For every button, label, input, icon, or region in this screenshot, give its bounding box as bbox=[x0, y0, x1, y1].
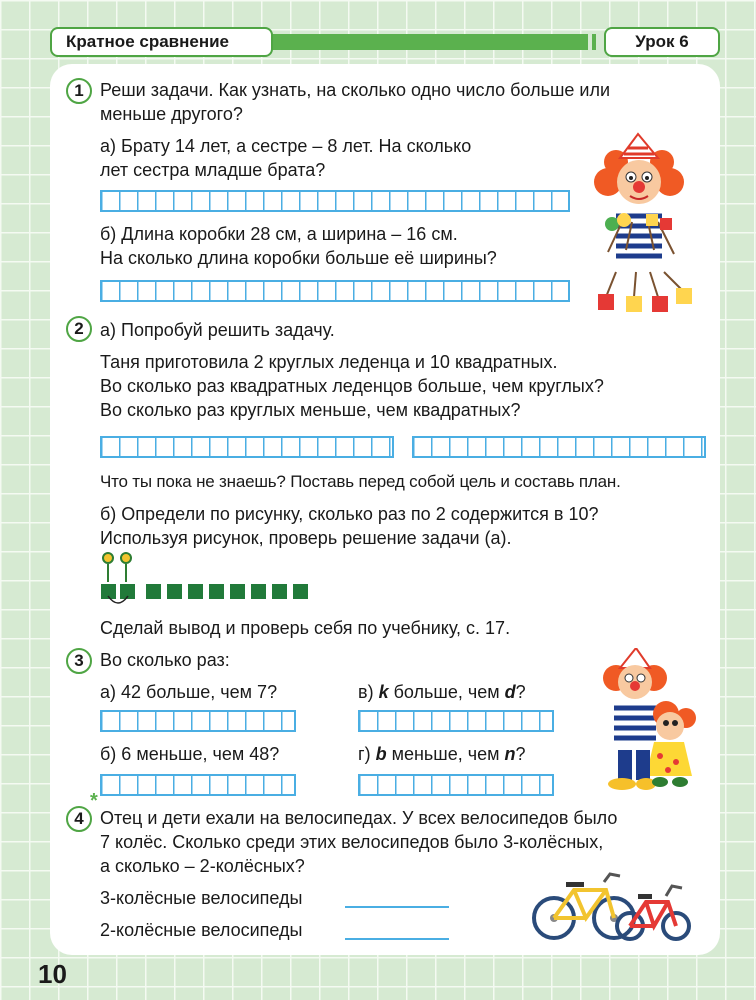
three-wheel-answer-line[interactable] bbox=[345, 906, 449, 908]
task3v-text: в) k больше, чем d? bbox=[358, 682, 526, 702]
task1-number: 1 bbox=[66, 78, 92, 104]
round-lollipop bbox=[120, 552, 132, 582]
header-stripes bbox=[568, 34, 598, 50]
task3b-answer-grid[interactable] bbox=[100, 774, 296, 796]
task2-number: 2 bbox=[66, 316, 92, 342]
task2a-label: а) Попробуй решить задачу. bbox=[100, 320, 335, 340]
bicycles-image bbox=[526, 870, 696, 946]
square-candy bbox=[251, 584, 266, 599]
task1b-line2: На сколько длина коробки больше её ширины? bbox=[100, 248, 497, 268]
task4-line1: Отец и дети ехали на велосипедах. У всех велосипедов было bbox=[100, 808, 618, 828]
task2a-answer-grid-right[interactable] bbox=[412, 436, 706, 458]
clown-with-lollipops-image bbox=[586, 132, 698, 314]
task4-line2: 7 колёс. Сколько среди этих велосипедов было 3-колёсных, bbox=[100, 832, 604, 852]
task4-difficulty-mark: * bbox=[90, 790, 98, 812]
task2-problem-line3: Во сколько раз круглых меньше, чем квадратных? bbox=[100, 400, 521, 420]
clown-children-image bbox=[596, 648, 700, 794]
task4-number: 4 bbox=[66, 806, 92, 832]
square-candy bbox=[188, 584, 203, 599]
grouping-arc bbox=[104, 594, 132, 608]
task3-intro: Во сколько раз: bbox=[100, 650, 230, 670]
square-candy bbox=[209, 584, 224, 599]
task3v-answer-grid[interactable] bbox=[358, 710, 554, 732]
round-lollipop bbox=[102, 552, 114, 582]
lesson-title: Урок 6 bbox=[604, 27, 720, 57]
topic-title: Кратное сравнение bbox=[50, 27, 273, 57]
task2a-answer-grid-left[interactable] bbox=[100, 436, 394, 458]
task1b-line1: б) Длина коробки 28 см, а ширина – 16 см. bbox=[100, 224, 458, 244]
square-candy bbox=[146, 584, 161, 599]
task1b-answer-grid[interactable] bbox=[100, 280, 570, 302]
square-candy bbox=[293, 584, 308, 599]
task3-number: 3 bbox=[66, 648, 92, 674]
two-wheel-answer-line[interactable] bbox=[345, 938, 449, 940]
task3a-answer-grid[interactable] bbox=[100, 710, 296, 732]
page-number: 10 bbox=[38, 959, 67, 989]
task1-intro-line1: Реши задачи. Как узнать, на сколько одно число больше или bbox=[100, 80, 611, 100]
task2b-line2: Используя рисунок, проверь решение задачи (а). bbox=[100, 528, 512, 548]
task3b-text: б) 6 меньше, чем 48? bbox=[100, 744, 280, 764]
task2-plan-text: Что ты пока не знаешь? Поставь перед собой цель и составь план. bbox=[100, 472, 621, 491]
task3g-answer-grid[interactable] bbox=[358, 774, 554, 796]
task3g-text: г) b меньше, чем n? bbox=[358, 744, 526, 764]
task3a-text: а) 42 больше, чем 7? bbox=[100, 682, 278, 702]
square-candy bbox=[167, 584, 182, 599]
task4-line3: а сколько – 2-колёсных? bbox=[100, 856, 305, 876]
task1a-line2: лет сестра младше брата? bbox=[100, 160, 326, 180]
task1-intro-line2: меньше другого? bbox=[100, 104, 243, 124]
task4-three-wheel-label: 3-колёсные велосипеды bbox=[100, 888, 303, 908]
task4-two-wheel-label: 2-колёсные велосипеды bbox=[100, 920, 303, 940]
task2-problem-line1: Таня приготовила 2 круглых леденца и 10 квадратных. bbox=[100, 352, 558, 372]
task2-problem-line2: Во сколько раз квадратных леденцов больше, чем круглых? bbox=[100, 376, 604, 396]
task2-conclusion: Сделай вывод и проверь себя по учебнику, с. 17. bbox=[100, 618, 511, 638]
task2b-line1: б) Определи по рисунку, сколько раз по 2 содержится в 10? bbox=[100, 504, 599, 524]
task1a-line1: а) Брату 14 лет, а сестре – 8 лет. На сколько bbox=[100, 136, 472, 156]
square-candy bbox=[230, 584, 245, 599]
square-candy bbox=[272, 584, 287, 599]
task1a-answer-grid[interactable] bbox=[100, 190, 570, 212]
